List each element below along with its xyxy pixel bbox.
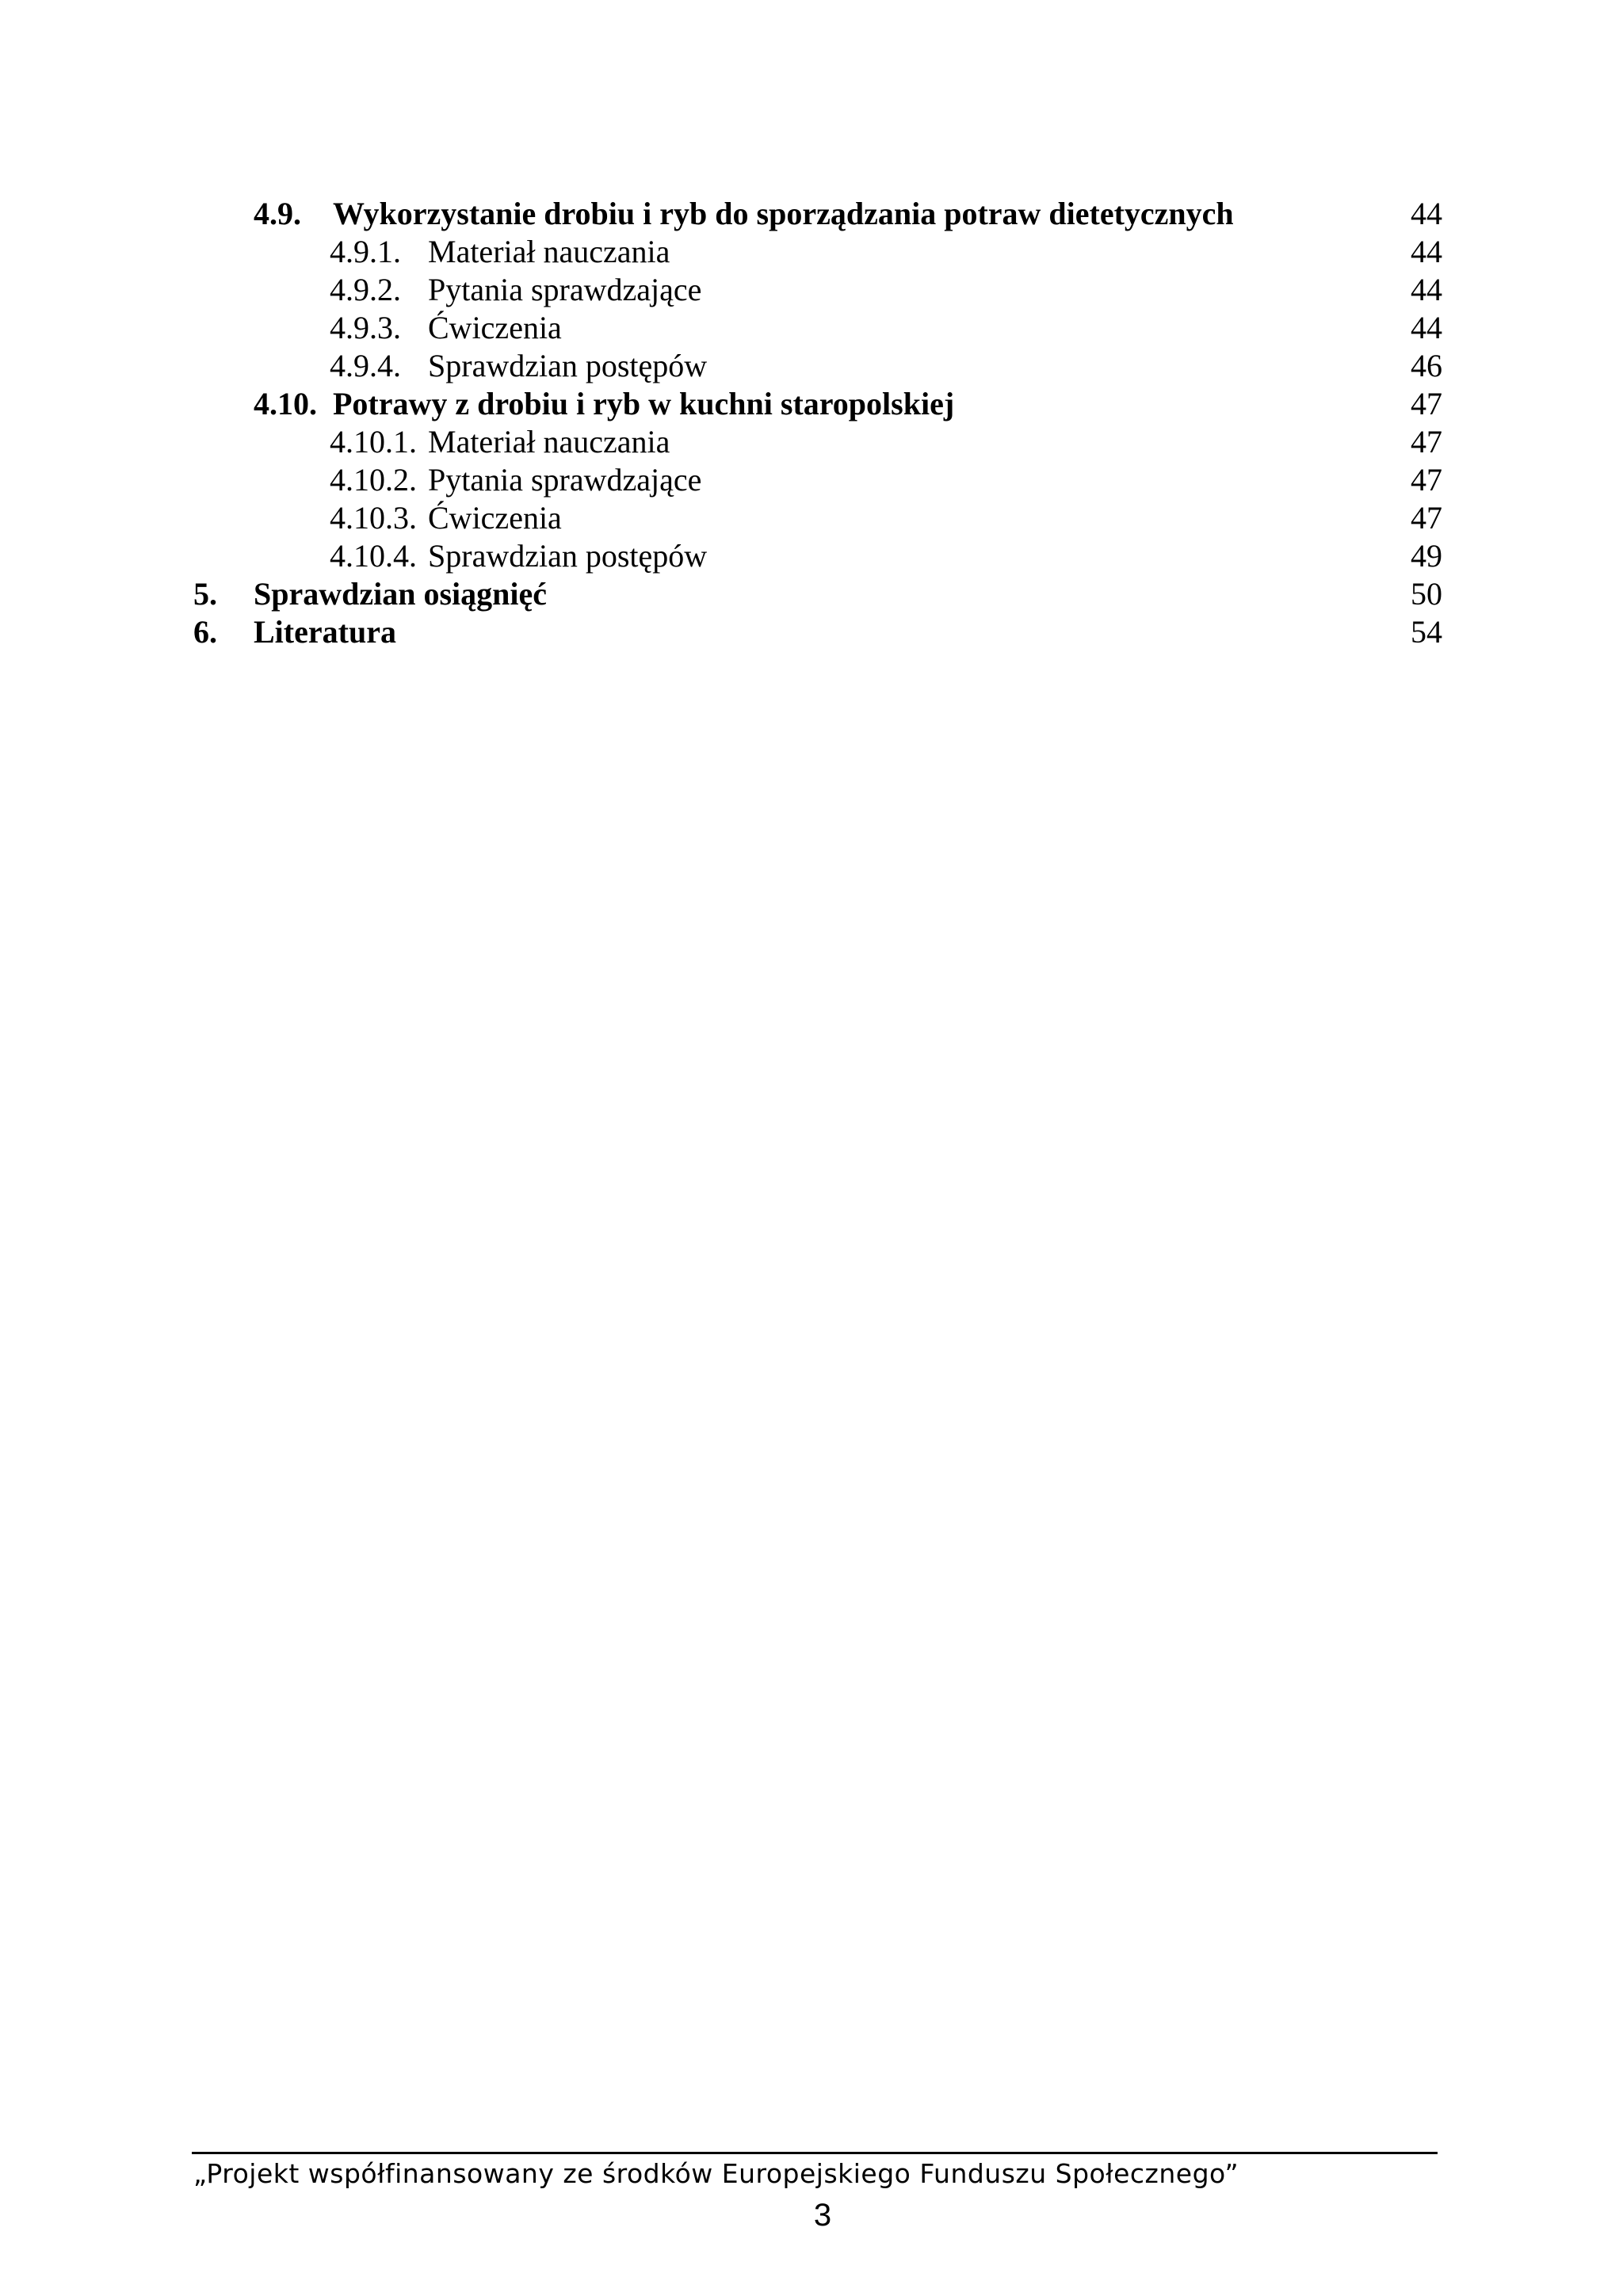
toc-entry-4-9-2 — [0, 271, 1623, 309]
toc-entry-4-10-4 — [0, 537, 1623, 575]
toc-entry-title: Pytania sprawdzające — [428, 462, 702, 498]
toc-entry-title: Ćwiczenia — [428, 310, 562, 345]
toc-entry-4-10-1 — [0, 423, 1623, 461]
toc-entry-number: 4.10.2. — [330, 462, 417, 498]
toc-entry-page: 54 — [1411, 614, 1442, 650]
toc-entry-page: 44 — [1411, 310, 1442, 345]
toc-entry-title: Ćwiczenia — [428, 500, 562, 536]
toc-entry-title: Sprawdzian postępów — [428, 348, 708, 383]
toc-entry-page: 44 — [1411, 234, 1442, 269]
toc-entry-title: Potrawy z drobiu i ryb w kuchni staropolskiej — [333, 386, 955, 421]
toc-entry-4-10 — [0, 385, 1623, 423]
toc-entry-6 — [0, 613, 1623, 651]
toc-entry-page: 46 — [1411, 348, 1442, 383]
toc-entry-number: 6. — [193, 614, 217, 650]
toc-entry-page: 47 — [1411, 424, 1442, 460]
page-number: 3 — [813, 2198, 832, 2233]
toc-entry-page: 50 — [1411, 576, 1442, 612]
toc-entry-4-10-3 — [0, 499, 1623, 537]
footer-divider — [192, 2152, 1438, 2154]
toc-entry-title: Sprawdzian osiągnięć — [254, 576, 548, 612]
toc-entry-title: Pytania sprawdzające — [428, 272, 702, 307]
toc-entry-title: Literatura — [254, 614, 396, 650]
toc-entry-number: 4.9.4. — [330, 348, 401, 383]
toc-entry-page: 49 — [1411, 538, 1442, 574]
toc-entry-number: 4.9.1. — [330, 234, 401, 269]
toc-entry-page: 47 — [1411, 386, 1442, 421]
toc-entry-4-9 — [0, 195, 1623, 233]
toc-entry-page: 44 — [1411, 272, 1442, 307]
toc-entry-number: 5. — [193, 576, 217, 612]
toc-entry-4-9-1 — [0, 233, 1623, 271]
toc-entry-page: 47 — [1411, 500, 1442, 536]
toc-entry-number: 4.9. — [254, 196, 301, 231]
toc-entry-number: 4.10.1. — [330, 424, 417, 460]
toc-entry-4-9-3 — [0, 309, 1623, 347]
footer-funding-note: „Projekt współfinansowany ze środków Europejskiego Funduszu Społecznego” — [193, 2158, 1239, 2189]
toc-entry-number: 4.10. — [254, 386, 317, 421]
toc-entry-title: Sprawdzian postępów — [428, 538, 708, 574]
toc-entry-number: 4.10.4. — [330, 538, 417, 574]
toc-entry-page: 44 — [1411, 196, 1442, 231]
toc-entry-5 — [0, 575, 1623, 613]
toc-entry-title: Materiał nauczania — [428, 234, 670, 269]
toc-entry-number: 4.9.3. — [330, 310, 401, 345]
toc-entry-title: Wykorzystanie drobiu i ryb do sporządzania potraw dietetycznych — [333, 196, 1234, 231]
toc-entry-4-10-2 — [0, 461, 1623, 499]
toc-entry-number: 4.9.2. — [330, 272, 401, 307]
toc-entry-page: 47 — [1411, 462, 1442, 498]
toc-entry-4-9-4 — [0, 347, 1623, 385]
toc-entry-title: Materiał nauczania — [428, 424, 670, 460]
toc-entry-number: 4.10.3. — [330, 500, 417, 536]
